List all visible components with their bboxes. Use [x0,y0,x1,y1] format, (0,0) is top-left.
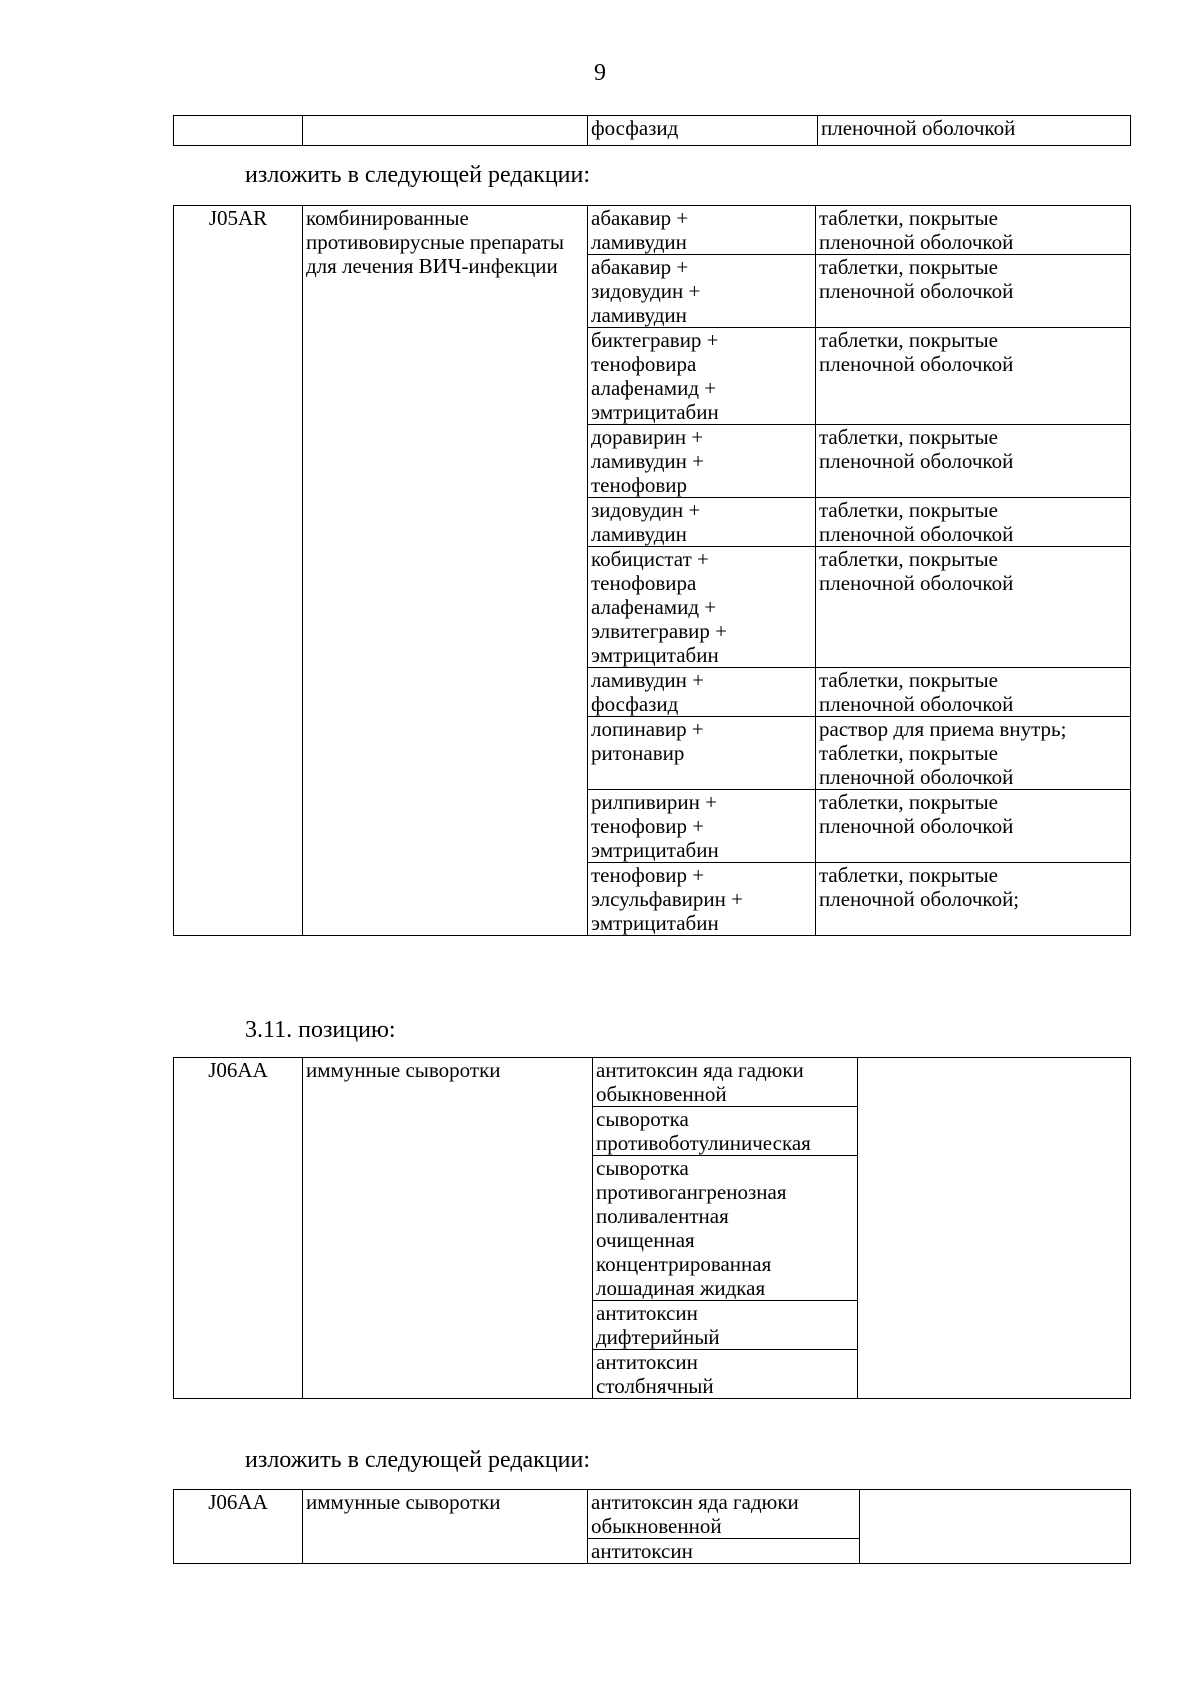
drug-cell: абакавир + ламивудин [588,206,816,255]
drug-cell: рилпивирин + тенофовир + эмтрицитабин [588,790,816,863]
j05ar-table [173,205,1131,936]
drug-cell: антитоксин дифтерийный [593,1301,858,1350]
form-cell: таблетки, покрытые пленочной оболочкой [816,206,1131,255]
drug-cell: доравирин + ламивудин + тенофовир [588,425,816,498]
form-cell: таблетки, покрытые пленочной оболочкой [816,790,1131,863]
drug-cell: абакавир + зидовудин + ламивудин [588,255,816,328]
table-row [174,1490,1131,1539]
drug-cell: лопинавир + ритонавир [588,717,816,790]
drug-cell: зидовудин + ламивудин [588,498,816,547]
drug-cell: антитоксин столбнячный [593,1350,858,1399]
drug-cell: фосфазид [588,116,818,146]
form-cell: таблетки, покрытые пленочной оболочкой [816,547,1131,668]
continuation-table [173,115,1131,146]
group-cell: иммунные сыворотки [303,1490,588,1564]
form-cell: пленочной оболочкой [818,116,1131,146]
intro-text-2: 3.11. позицию: [245,1017,396,1043]
drug-cell: антитоксин [588,1539,860,1564]
form-cell: таблетки, покрытые пленочной оболочкой [816,668,1131,717]
table-row [174,116,1131,146]
form-cell: таблетки, покрытые пленочной оболочкой [816,425,1131,498]
drug-cell: кобицистат + тенофовира алафенамид + элвитегравир + эмтрицитабин [588,547,816,668]
form-cell [860,1490,1131,1564]
drug-cell: биктегравир + тенофовира алафенамид + эмтрицитабин [588,328,816,425]
intro-text-1: изложить в следующей редакции: [245,162,591,188]
table-row [174,1058,1131,1107]
intro-text-3: изложить в следующей редакции: [245,1447,591,1473]
drug-cell: ламивудин + фосфазид [588,668,816,717]
atc-code-cell: J06AA [174,1058,303,1399]
atc-code-cell [174,116,303,146]
table-row [174,206,1131,255]
group-cell [303,116,588,146]
drug-cell: тенофовир + элсульфавирин + эмтрицитабин [588,863,816,936]
drug-cell: сыворотка противогангренозная поливалентная очищенная концентрированная лошадиная жидкая [593,1156,858,1301]
form-cell: таблетки, покрытые пленочной оболочкой [816,328,1131,425]
drug-cell: сыворотка противоботулиническая [593,1107,858,1156]
group-cell: комбинированные противовирусные препараты для лечения ВИЧ-инфекции [303,206,588,936]
atc-code-cell: J05AR [174,206,303,936]
form-cell: таблетки, покрытые пленочной оболочкой [816,498,1131,547]
group-cell: иммунные сыворотки [303,1058,593,1399]
page-number: 9 [594,60,606,86]
j06aa-table-old [173,1057,1131,1399]
drug-cell: антитоксин яда гадюки обыкновенной [588,1490,860,1539]
j06aa-table-new [173,1489,1131,1564]
form-cell: таблетки, покрытые пленочной оболочкой [816,255,1131,328]
form-cell: раствор для приема внутрь; таблетки, покрытые пленочной оболочкой [816,717,1131,790]
drug-cell: антитоксин яда гадюки обыкновенной [593,1058,858,1107]
form-cell: таблетки, покрытые пленочной оболочкой; [816,863,1131,936]
form-cell [858,1058,1131,1399]
atc-code-cell: J06AA [174,1490,303,1564]
